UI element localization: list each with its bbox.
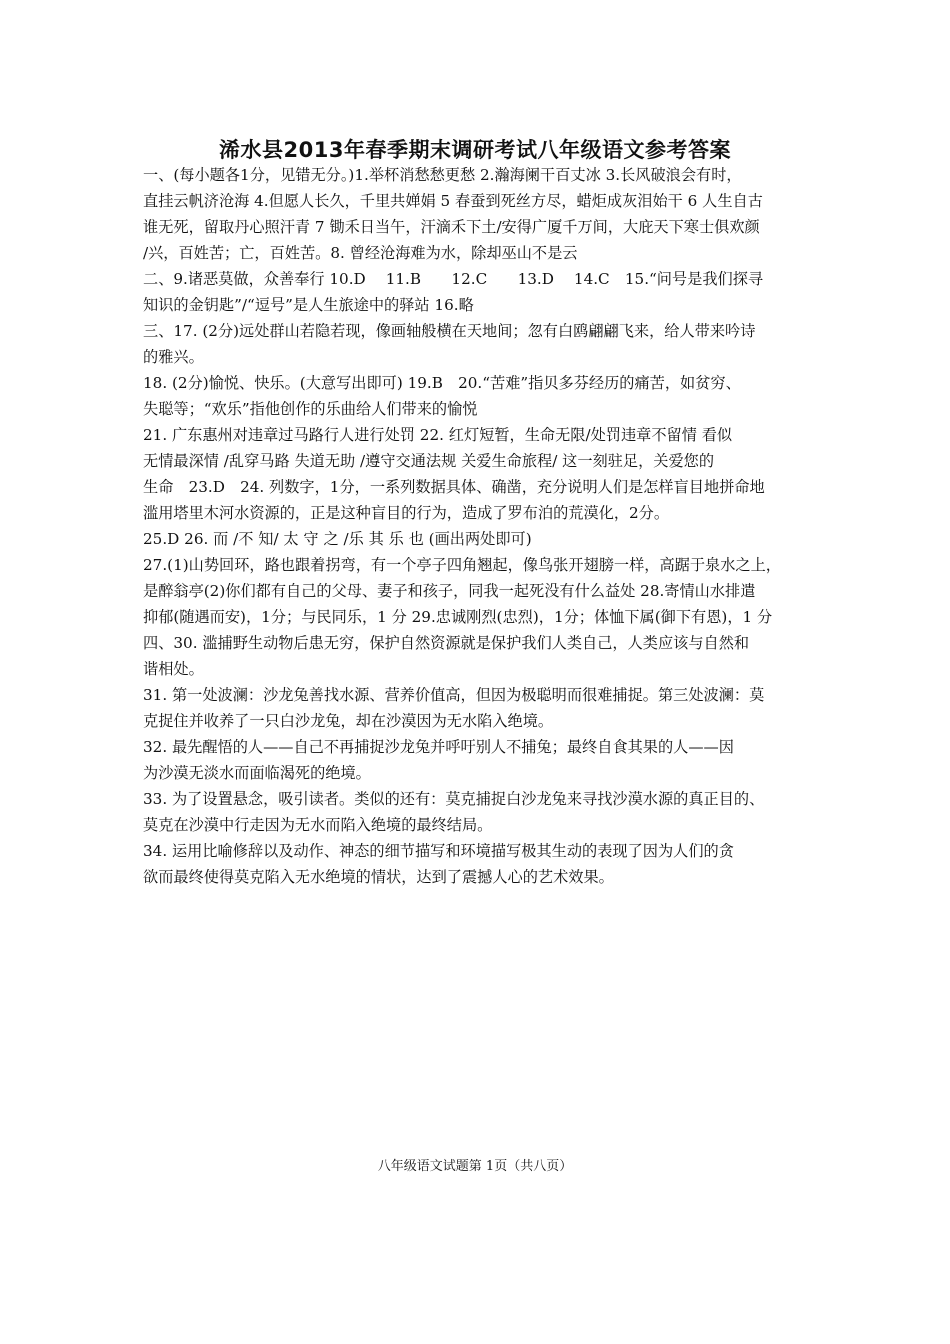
answer-line: 34. 运用比喻修辞以及动作、神态的细节描写和环境描写极其生动的表现了因为人们的贪 xyxy=(143,842,734,860)
answer-line: 谐相处。 xyxy=(143,660,204,678)
answer-line: 三、17. (2分)远处群山若隐若现，像画轴般横在天地间；忽有白鸥翩翩飞来，给人带来吟诗 xyxy=(143,322,756,340)
answer-line: 克捉住并收养了一只白沙龙兔，却在沙漠因为无水陷入绝境。 xyxy=(143,712,554,730)
answer-line: 为沙漠无淡水而面临渴死的绝境。 xyxy=(143,764,371,782)
answer-line: 滥用塔里木河水资源的，正是这种盲目的行为，造成了罗布泊的荒漠化，2分。 xyxy=(143,504,670,522)
answer-line: 一、(每小题各1分，见错无分。)1.举杯消愁愁更愁 2.瀚海阑干百丈冰 3.长风破浪会有时， xyxy=(143,166,742,184)
answer-line: 21. 广东惠州对违章过马路行人进行处罚 22. 红灯短暂，生命无限/处罚违章不留情 看似 xyxy=(143,426,733,444)
answer-line: 知识的金钥匙”/“逗号”是人生旅途中的驿站 16.略 xyxy=(143,296,474,314)
answer-line: 27.(1)山势回环，路也跟着拐弯，有一个亭子四角翘起，像鸟张开翅膀一样，高踞于泉水之上， xyxy=(143,556,781,574)
answer-line: 31. 第一处波澜：沙龙兔善找水源、营养价值高，但因为极聪明而很难捕捉。第三处波澜：莫 xyxy=(143,686,765,704)
answer-line: 失聪等；“欢乐”指他创作的乐曲给人们带来的愉悦 xyxy=(143,400,478,418)
answer-line: 欲而最终使得莫克陷入无水绝境的情状，达到了震撼人心的艺术效果。 xyxy=(143,868,614,886)
answer-line: 是醉翁亭(2)你们都有自己的父母、妻子和孩子，同我一起死没有什么益处 28.寄情山水排遣 xyxy=(143,582,756,600)
answer-line: 18. (2分)愉悦、快乐。(大意写出即可) 19.B 20.“苦难”指贝多芬经历的痛苦，如贫穷、 xyxy=(143,374,741,392)
answer-line: 的雅兴。 xyxy=(143,348,204,366)
answer-line: 直挂云帆济沧海 4.但愿人长久，千里共婵娟 5 春蚕到死丝方尽，蜡炬成灰泪始干 6 人生自古 xyxy=(143,192,763,210)
answer-line: 二、9.诸恶莫做，众善奉行 10.D 11.B 12.C 13.D 14.C 15.“问号是我们探寻 xyxy=(143,270,764,288)
answer-line: 抑郁(随遇而安)，1分；与民同乐，1 分 29.忠诚刚烈(忠烈)，1分；体恤下属(御下有恩)，1 分 xyxy=(143,608,773,626)
answer-line: 32. 最先醒悟的人——自己不再捕捉沙龙兔并呼吁别人不捕兔；最终自食其果的人——因 xyxy=(143,738,734,756)
page-footer: 八年级语文试题第 1页（共八页） xyxy=(377,1159,573,1174)
answer-line: 无情最深情 /乱穿马路 失道无助 /遵守交通法规 关爱生命旅程/ 这一刻驻足，关爱您的 xyxy=(143,452,715,470)
answer-line: 谁无死，留取丹心照汗青 7 锄禾日当午，汗滴禾下土/安得广厦千万间，大庇天下寒士俱欢颜 xyxy=(143,218,760,236)
answer-line: 生命 23.D 24. 列数字，1分，一系列数据具体、确凿，充分说明人们是怎样盲目地拼命地 xyxy=(143,478,765,496)
answer-body xyxy=(143,162,823,890)
answer-line: 莫克在沙漠中行走因为无水而陷入绝境的最终结局。 xyxy=(143,816,493,834)
answer-line: 四、30. 滥捕野生动物后患无穷，保护自然资源就是保护我们人类自己，人类应该与自然和 xyxy=(143,634,750,652)
answer-line: 33. 为了设置悬念，吸引读者。类似的还有：莫克捕捉白沙龙兔来寻找沙漠水源的真正目的、 xyxy=(143,790,765,808)
answer-line: 25.D 26. 而 /不 知/ 太 守 之 /乐 其 乐 也 (画出两处即可) xyxy=(143,530,532,548)
answer-line: /兴，百姓苦；亡，百姓苦。8. 曾经沧海难为水，除却巫山不是云 xyxy=(143,244,578,262)
document-title: 浠水县2013年春季期末调研考试八年级语文参考答案 xyxy=(219,138,731,162)
